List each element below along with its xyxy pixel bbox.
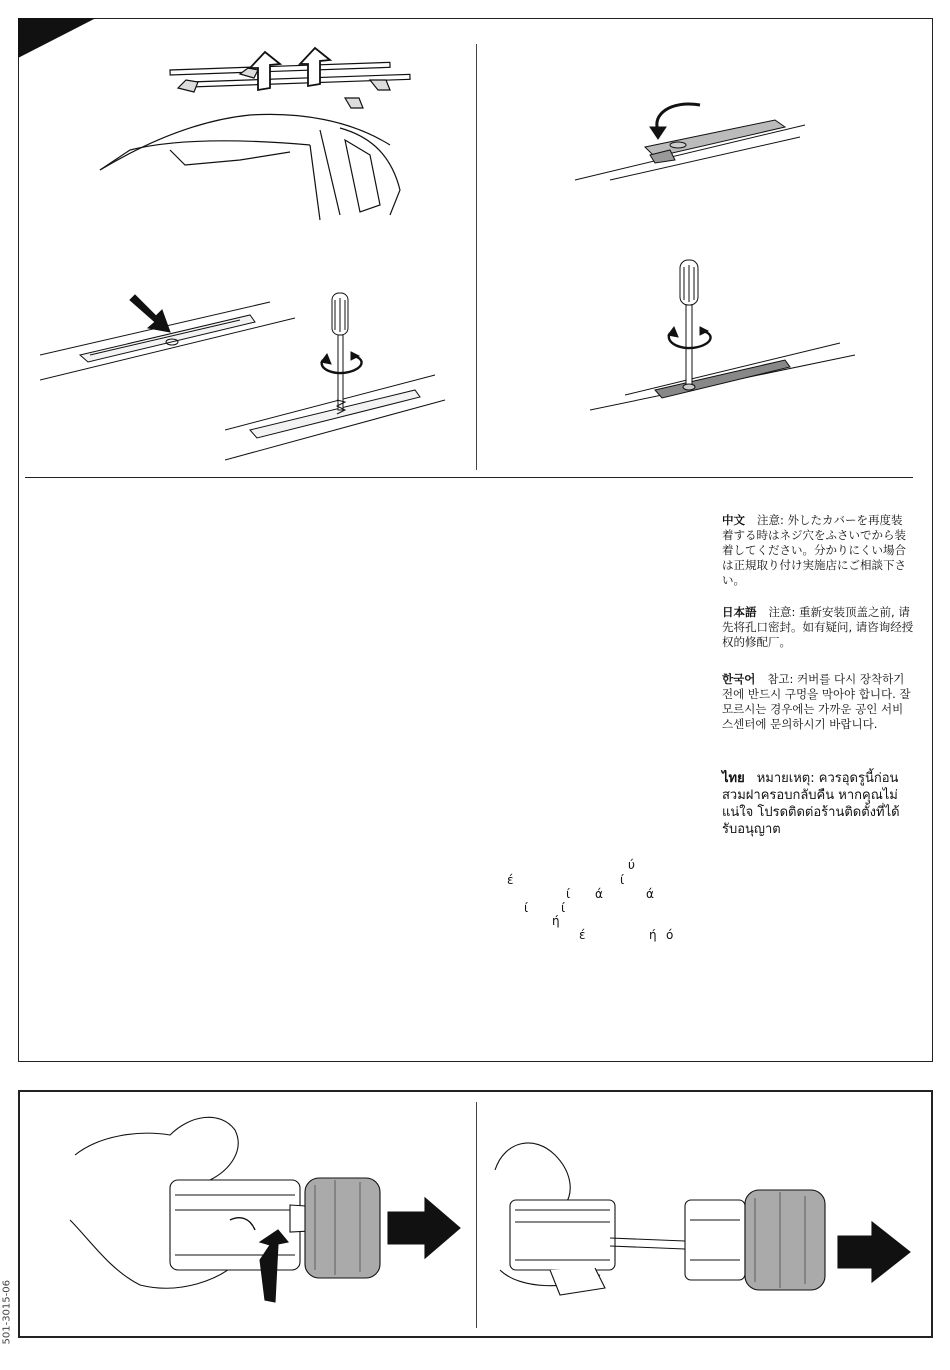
note-text: 注意: 重新安装顶盖之前, 请先将孔口密封。如有疑问, 请咨询经授权的修配厂。 bbox=[722, 605, 914, 649]
stray-char: ά bbox=[646, 887, 654, 901]
stray-char: ό bbox=[666, 928, 674, 942]
vertical-divider-bottom bbox=[476, 1102, 477, 1328]
vertical-divider bbox=[476, 44, 477, 470]
stray-char: ά bbox=[595, 887, 603, 901]
document-number-text: 501-3015-06 bbox=[1, 1280, 13, 1345]
document-number bbox=[0, 1278, 12, 1348]
note-text: 참고: 커버를 다시 장착하기 전에 반드시 구멍을 막아야 합니다. 잘 모르시는 경우에는 가까운 공인 서비스센터에 문의하시기 바랍니다. bbox=[722, 672, 911, 731]
stray-char: ί bbox=[524, 901, 529, 915]
note-chinese-label bbox=[722, 513, 914, 588]
note-language-label: 中文 bbox=[722, 513, 745, 527]
stray-char: έ bbox=[507, 873, 514, 887]
car-roofbar-removal-illustration bbox=[90, 40, 420, 240]
cover-replace-illustration bbox=[570, 95, 810, 185]
note-language-label: 한국어 bbox=[722, 672, 756, 686]
note-korean bbox=[722, 672, 914, 732]
section-divider bbox=[25, 477, 913, 478]
note-japanese-label bbox=[722, 605, 914, 650]
screwdriver-fasten-illustration bbox=[590, 255, 860, 415]
stray-char: ή bbox=[649, 928, 657, 942]
note-thai bbox=[722, 770, 914, 838]
end-cap-release-illustration bbox=[60, 1110, 465, 1315]
stray-char: ί bbox=[561, 901, 566, 915]
stray-char: ή bbox=[552, 914, 560, 928]
note-language-label: ไทย bbox=[722, 771, 745, 786]
stray-char: έ bbox=[579, 928, 586, 942]
end-cap-separated-illustration bbox=[490, 1130, 915, 1310]
stray-char: ύ bbox=[628, 858, 635, 872]
stray-char: ί bbox=[566, 887, 571, 901]
corner-marker bbox=[18, 18, 96, 58]
screwdriver-turn-illustration bbox=[225, 290, 450, 465]
stray-char: ί bbox=[620, 873, 625, 887]
note-text: 注意: 外したカバーを再度装着する時はネジ穴をふさいでから装着してください。分かりにくい場合は正規取り付け実施店にご相談下さい。 bbox=[722, 513, 906, 587]
note-text: หมายเหตุ: ควรอุดรูนี้ก่อนสวมฝาครอบกลับคืน หากคุณไม่แน่ใจ โปรดติดต่อร้านติดตั้งที่ได้รับอนุญาต bbox=[722, 771, 900, 837]
note-language-label: 日本語 bbox=[722, 605, 757, 619]
